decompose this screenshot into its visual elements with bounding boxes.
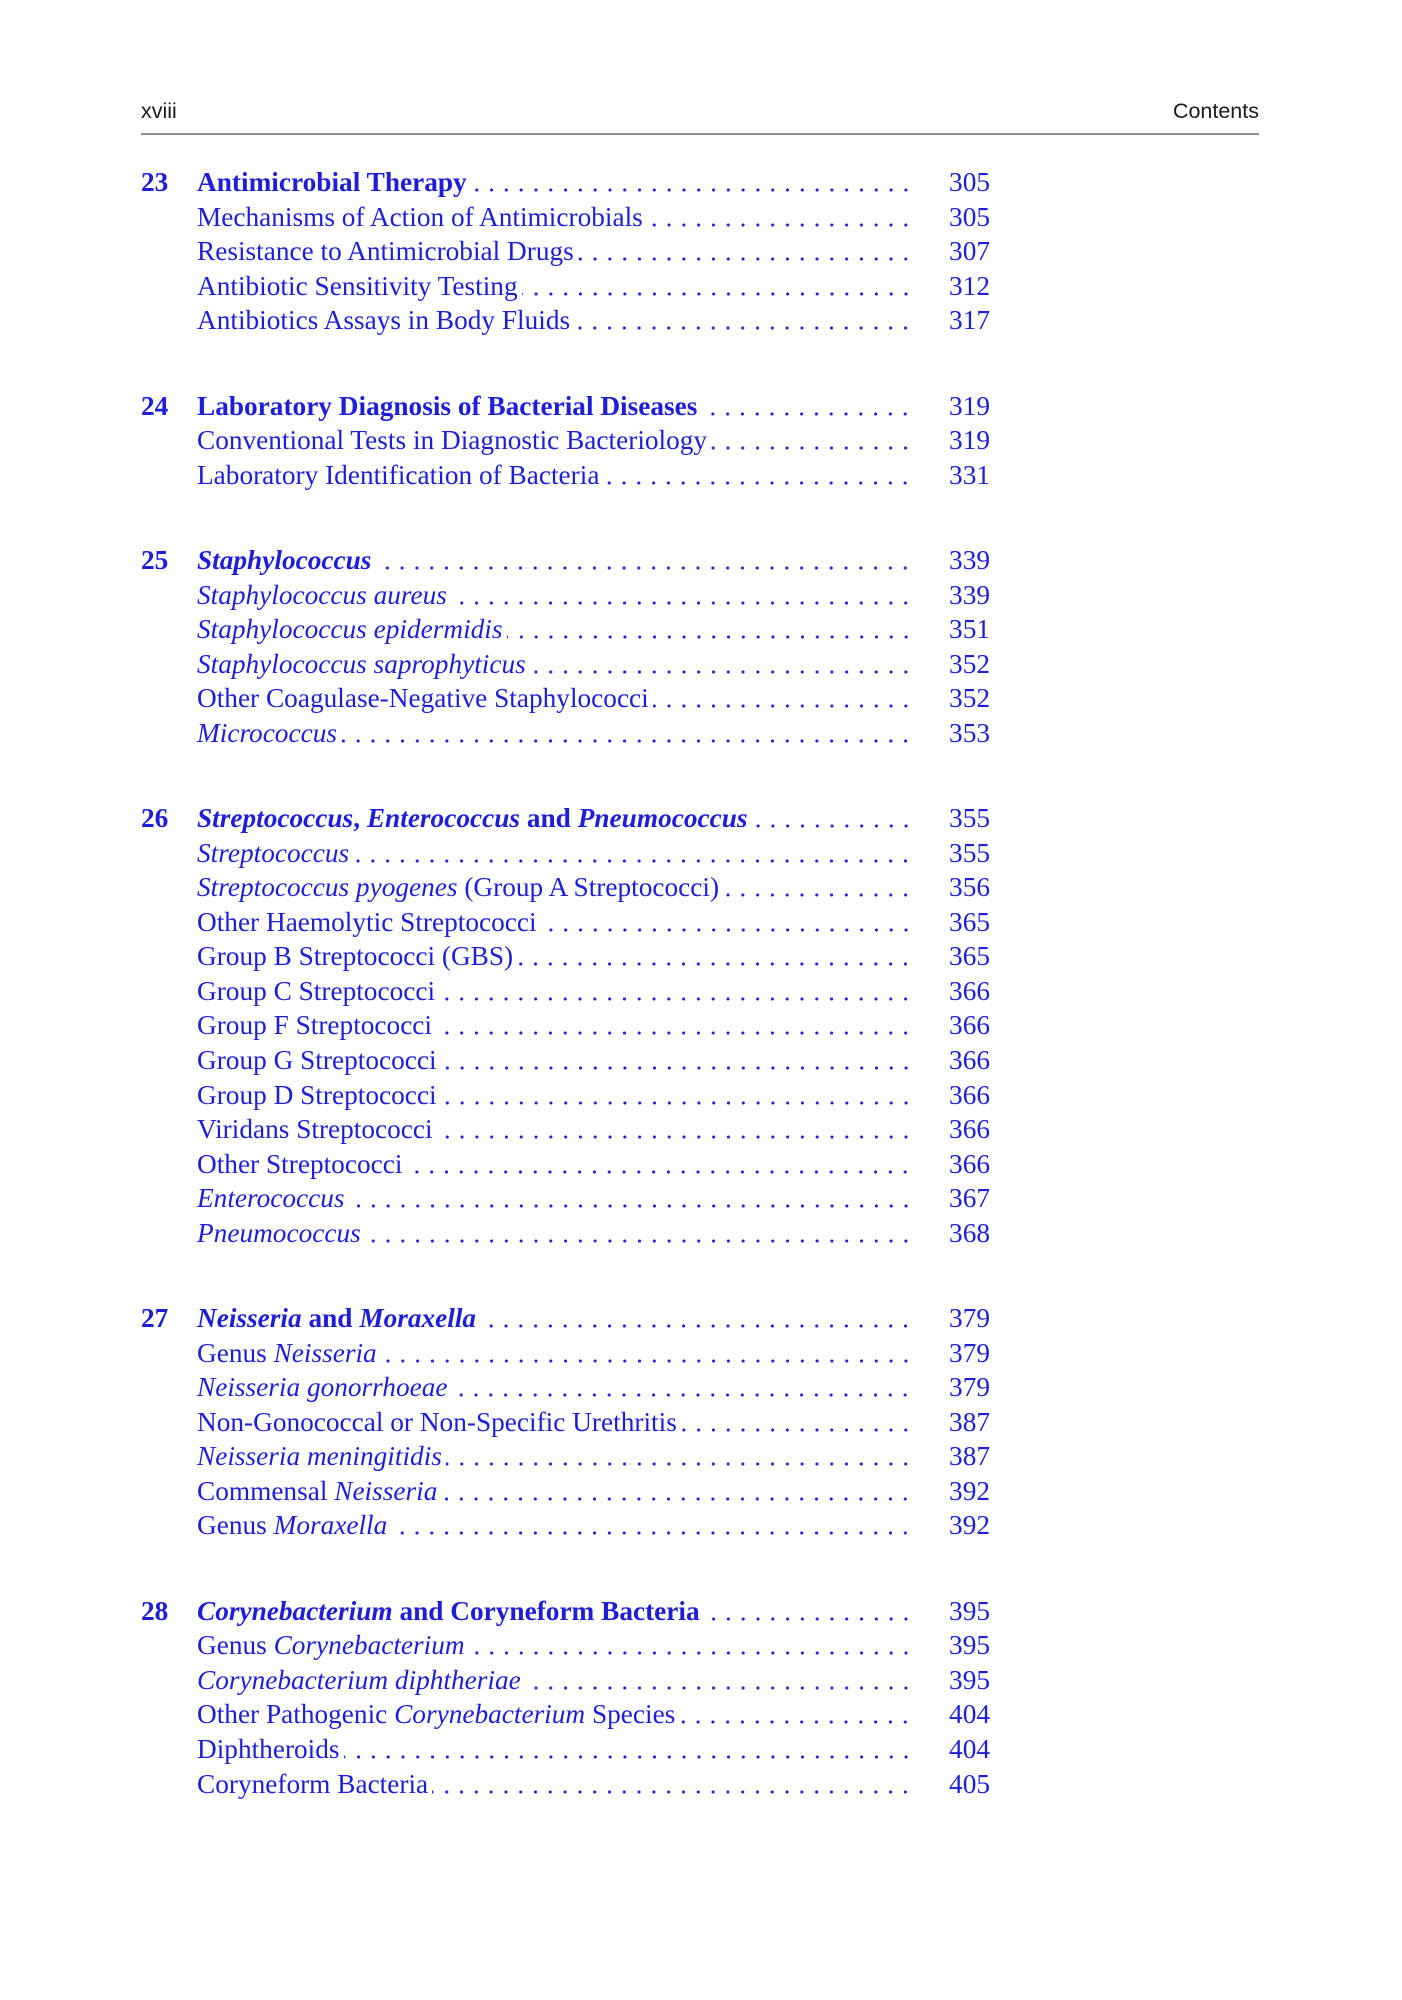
dot-leader: [525, 1663, 913, 1698]
toc-section-entry[interactable]: [141, 1078, 990, 1113]
entry-title: [197, 905, 541, 940]
title-segment: Staphylococcus epidermidis: [197, 614, 503, 645]
title-segment: Other Pathogenic: [197, 1699, 395, 1730]
dot-leader: [391, 1508, 913, 1543]
page-number: 339: [949, 545, 990, 576]
page-number: 365: [949, 941, 990, 972]
entry-title: [197, 1663, 525, 1698]
title-segment: Group F Streptococci: [197, 1010, 433, 1041]
entry-title: [197, 200, 647, 235]
dot-leader: [451, 1370, 913, 1405]
title-segment: Genus: [197, 1510, 274, 1541]
toc-section-entry[interactable]: [141, 458, 990, 493]
toc-chapter-entry[interactable]: [141, 543, 990, 578]
toc-section-entry[interactable]: [141, 1474, 990, 1509]
title-segment: Streptococcus: [197, 803, 354, 834]
entry-title: [197, 1336, 381, 1371]
title-segment: Staphylococcus saprophyticus: [197, 648, 526, 679]
dot-leader: [365, 1216, 913, 1251]
entry-title: [197, 1439, 446, 1474]
page-number: 366: [949, 1010, 990, 1041]
title-segment: Antibiotic Sensitivity Testing: [197, 270, 518, 301]
title-segment: Neisseria meningitidis: [197, 1441, 442, 1472]
toc-section-entry[interactable]: [141, 974, 990, 1009]
entry-title: [197, 681, 653, 716]
dot-leader: [480, 1301, 913, 1336]
page-number: 366: [949, 975, 990, 1006]
page-number: 404: [949, 1699, 990, 1730]
toc-section-entry[interactable]: [141, 1732, 990, 1767]
entry-title: [197, 1732, 344, 1767]
entry-title: [197, 1474, 441, 1509]
entry-title: [197, 801, 752, 836]
title-segment: Streptococcus: [197, 837, 350, 868]
title-segment: Diphtheroids: [197, 1734, 340, 1764]
page-number: 305: [949, 167, 990, 197]
title-segment: Pneumococcus: [577, 803, 748, 834]
title-segment: Staphylococcus aureus: [197, 579, 447, 610]
page-number: 305: [949, 201, 990, 232]
entry-title: [197, 1008, 436, 1043]
dot-leader: [647, 200, 913, 235]
title-segment: Non-Gonococcal or Non-Specific Urethritis: [197, 1406, 677, 1437]
toc-section-entry[interactable]: [141, 1628, 990, 1663]
page-number: 352: [949, 648, 990, 679]
toc-section-entry[interactable]: [141, 200, 990, 235]
toc-section-entry[interactable]: [141, 939, 990, 974]
dot-leader: [723, 870, 913, 905]
page-number: 392: [949, 1510, 990, 1541]
toc-section-entry[interactable]: [141, 1336, 990, 1371]
title-segment: Genus: [197, 1337, 274, 1368]
page-number: 387: [949, 1406, 990, 1437]
page-number: 319: [949, 425, 990, 456]
page-number: 392: [949, 1475, 990, 1506]
entry-title: [197, 1767, 432, 1802]
entry-title: [197, 165, 471, 200]
page-number: 331: [949, 459, 990, 490]
entry-title: [197, 1181, 349, 1216]
title-segment: Group C Streptococci: [197, 975, 436, 1006]
title-segment: Commensal: [197, 1475, 335, 1506]
title-segment: Group D Streptococci: [197, 1079, 437, 1110]
dot-leader: [603, 458, 913, 493]
entry-title: [197, 1078, 441, 1113]
toc-section-entry[interactable]: [141, 1008, 990, 1043]
page-number: 366: [949, 1045, 990, 1076]
dot-leader: [541, 905, 913, 940]
page-number: 312: [949, 270, 990, 301]
toc-section-entry[interactable]: [141, 1767, 990, 1802]
page-number: 339: [949, 579, 990, 610]
dot-leader: [439, 974, 913, 1009]
page-number: 366: [949, 1079, 990, 1110]
dot-leader: [441, 1043, 913, 1078]
entry-title: [197, 870, 723, 905]
dot-leader: [353, 836, 913, 871]
title-segment: Antimicrobial Therapy: [197, 167, 467, 197]
entry-title: [197, 1628, 469, 1663]
toc-section-entry[interactable]: [141, 681, 990, 716]
toc-section-entry[interactable]: [141, 1663, 990, 1698]
toc-section-entry[interactable]: [141, 1147, 990, 1182]
toc-section-entry[interactable]: [141, 423, 990, 458]
chapter-number: 23: [141, 167, 169, 197]
entry-title: [197, 234, 578, 269]
title-segment: Neisseria: [197, 1303, 302, 1334]
entry-title: [197, 939, 517, 974]
dot-leader: [437, 1112, 913, 1147]
chapter-number: 26: [141, 803, 169, 834]
page-header: [141, 97, 1259, 125]
title-segment: Other Haemolytic Streptococci: [197, 906, 537, 937]
page-number: 379: [949, 1303, 990, 1334]
title-segment: Enterococcus: [366, 803, 521, 834]
entry-title: [197, 578, 451, 613]
entry-title: [197, 303, 574, 338]
page-number: 319: [949, 390, 990, 421]
title-segment: Laboratory Identification of Bacteria: [197, 459, 600, 490]
dot-leader: [349, 1181, 913, 1216]
page-number: 351: [949, 614, 990, 645]
dot-leader: [752, 801, 913, 836]
title-segment: and: [520, 803, 578, 834]
title-segment: Conventional Tests in Diagnostic Bacteriology: [197, 425, 708, 456]
entry-title: [197, 836, 353, 871]
entry-title: [197, 1112, 437, 1147]
entry-title: [197, 1301, 480, 1336]
dot-leader: [344, 1732, 913, 1767]
title-segment: Genus: [197, 1630, 274, 1661]
toc-section-entry[interactable]: [141, 1181, 990, 1216]
dot-leader: [446, 1439, 913, 1474]
entry-title: [197, 716, 341, 751]
page-number: 379: [949, 1337, 990, 1368]
entry-title: [197, 1147, 406, 1182]
page-number: 395: [949, 1630, 990, 1661]
title-segment: Corynebacterium: [394, 1699, 586, 1730]
dot-leader: [441, 1078, 913, 1113]
title-segment: Resistance to Antimicrobial Drugs: [197, 236, 574, 267]
toc-section-entry[interactable]: [141, 1405, 990, 1440]
title-segment: Corynebacterium diphtheriae: [197, 1664, 521, 1695]
entry-title: [197, 543, 375, 578]
title-segment: and Coryneform Bacteria: [392, 1595, 700, 1626]
toc-chapter-entry[interactable]: [141, 389, 990, 424]
toc-section-entry[interactable]: [141, 1216, 990, 1251]
dot-leader: [381, 1336, 913, 1371]
chapter-number: 28: [141, 1595, 169, 1626]
toc-section-entry[interactable]: [141, 1697, 990, 1732]
page-number: 366: [949, 1114, 990, 1145]
toc-chapter-block: [141, 543, 990, 750]
dot-leader: [711, 423, 913, 458]
dot-leader: [704, 1594, 913, 1629]
entry-title: [197, 1370, 451, 1405]
entry-title: [197, 269, 522, 304]
entry-title: [197, 1043, 441, 1078]
dot-leader: [578, 234, 913, 269]
toc-chapter-entry[interactable]: [141, 1594, 990, 1629]
title-segment: Enterococcus: [197, 1183, 345, 1214]
title-segment: Micrococcus: [197, 717, 337, 748]
title-segment: Neisseria: [273, 1337, 377, 1368]
entry-title: [197, 423, 711, 458]
dot-leader: [681, 1405, 913, 1440]
page-number: 367: [949, 1183, 990, 1214]
dot-leader: [341, 716, 913, 751]
page-number: 366: [949, 1148, 990, 1179]
title-segment: and: [301, 1303, 360, 1334]
title-segment: (Group A Streptococci): [457, 872, 720, 903]
title-segment: Neisseria gonorrhoeae: [197, 1372, 448, 1403]
title-segment: Moraxella: [359, 1303, 477, 1334]
toc-section-entry[interactable]: [141, 1370, 990, 1405]
title-segment: Group G Streptococci: [197, 1045, 437, 1076]
table-of-contents: [141, 165, 990, 1801]
dot-leader: [471, 165, 913, 200]
entry-title: [197, 389, 701, 424]
entry-title: [197, 1697, 679, 1732]
dot-leader: [701, 389, 913, 424]
toc-chapter-block: [141, 389, 990, 493]
page-number: 355: [949, 837, 990, 868]
chapter-number: 24: [141, 390, 169, 421]
title-segment: Mechanisms of Action of Antimicrobials: [197, 201, 643, 232]
header-rule: [141, 133, 1259, 135]
title-segment: Coryneform Bacteria: [197, 1768, 429, 1799]
toc-section-entry[interactable]: [141, 234, 990, 269]
chapter-number: 27: [141, 1303, 169, 1334]
title-segment: Pneumococcus: [197, 1217, 361, 1248]
dot-leader: [432, 1767, 913, 1802]
dot-leader: [441, 1474, 913, 1509]
toc-section-entry[interactable]: [141, 578, 990, 613]
title-segment: ,: [353, 803, 367, 834]
dot-leader: [653, 681, 913, 716]
toc-chapter-entry[interactable]: [141, 801, 990, 836]
title-segment: Corynebacterium: [273, 1630, 465, 1661]
title-segment: Streptococcus pyogenes: [197, 872, 458, 903]
dot-leader: [574, 303, 913, 338]
title-segment: Moraxella: [273, 1510, 388, 1541]
toc-section-entry[interactable]: [141, 269, 990, 304]
dot-leader: [406, 1147, 913, 1182]
toc-chapter-block: [141, 1594, 990, 1801]
page-number: 379: [949, 1372, 990, 1403]
toc-section-entry[interactable]: [141, 1508, 990, 1543]
title-segment: Other Streptococci: [197, 1148, 403, 1179]
page-number: 307: [949, 236, 990, 267]
entry-title: [197, 1405, 681, 1440]
page-number: 356: [949, 872, 990, 903]
toc-section-entry[interactable]: [141, 716, 990, 751]
entry-title: [197, 458, 603, 493]
running-title: Contents: [1172, 99, 1259, 123]
page-number: 355: [949, 803, 990, 834]
chapter-number: 25: [141, 545, 169, 576]
toc-chapter-entry[interactable]: [141, 1301, 990, 1336]
dot-leader: [469, 1628, 913, 1663]
page-number: 405: [949, 1768, 990, 1799]
entry-title: [197, 1216, 365, 1251]
entry-title: [197, 647, 530, 682]
page-number: 365: [949, 906, 990, 937]
dot-leader: [530, 647, 913, 682]
dot-leader: [679, 1697, 913, 1732]
title-segment: Species: [585, 1699, 676, 1730]
page-number: 317: [949, 305, 990, 336]
toc-section-entry[interactable]: [141, 647, 990, 682]
page-number: 387: [949, 1441, 990, 1472]
folio: xviii: [141, 99, 177, 123]
toc-chapter-block: [141, 801, 990, 1250]
dot-leader: [451, 578, 913, 613]
title-segment: Corynebacterium: [197, 1595, 393, 1626]
title-segment: Neisseria: [334, 1475, 438, 1506]
entry-title: [197, 974, 439, 1009]
page-number: 395: [949, 1664, 990, 1695]
toc-section-entry[interactable]: [141, 870, 990, 905]
toc-section-entry[interactable]: [141, 905, 990, 940]
dot-leader: [507, 612, 913, 647]
page-number: 404: [949, 1734, 990, 1764]
title-segment: Viridans Streptococci: [197, 1114, 433, 1145]
toc-chapter-entry[interactable]: [141, 165, 990, 200]
dot-leader: [375, 543, 913, 578]
page-number: 353: [949, 717, 990, 748]
title-segment: Staphylococcus: [197, 545, 372, 576]
title-segment: Group B Streptococci (GBS): [197, 941, 514, 972]
page-number: 368: [949, 1217, 990, 1248]
toc-section-entry[interactable]: [141, 1112, 990, 1147]
dot-leader: [517, 939, 913, 974]
title-segment: Laboratory Diagnosis of Bacterial Diseases: [197, 390, 698, 421]
toc-section-entry[interactable]: [141, 303, 990, 338]
toc-section-entry[interactable]: [141, 836, 990, 871]
entry-title: [197, 1594, 704, 1629]
dot-leader: [436, 1008, 913, 1043]
toc-section-entry[interactable]: [141, 1439, 990, 1474]
entry-title: [197, 1508, 391, 1543]
entry-title: [197, 612, 507, 647]
toc-chapter-block: [141, 1301, 990, 1543]
dot-leader: [522, 269, 913, 304]
title-segment: Other Coagulase-Negative Staphylococci: [197, 683, 649, 714]
toc-section-entry[interactable]: [141, 1043, 990, 1078]
page-number: 395: [949, 1595, 990, 1626]
toc-chapter-block: [141, 165, 990, 338]
toc-section-entry[interactable]: [141, 612, 990, 647]
page-number: 352: [949, 683, 990, 714]
title-segment: Antibiotics Assays in Body Fluids: [197, 305, 571, 336]
